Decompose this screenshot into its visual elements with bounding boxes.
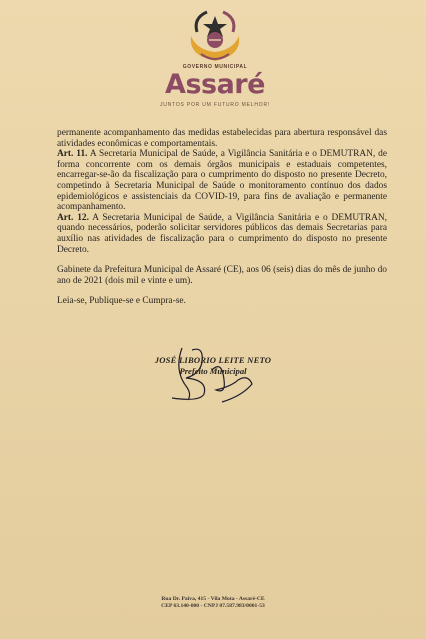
article-12-number: Art. 12. [57,212,89,223]
article-12-text: A Secretaria Municipal de Saúde, a Vigilância Sanitária e o DEMUTRAN, quando necessários, poderão solicitar servidores públicos das demais Secretarias para auxílio nas atividades de fiscalização para o cumprimento do disposto no presente Decreto. [57,212,387,255]
footer-address [110,596,316,611]
logo-motto: JUNTOS POR UM FUTURO MELHOR! [159,102,271,108]
closing-paragraph: Gabinete da Prefeitura Municipal de Assaré (CE), aos 06 (seis) dias do mês de junho do ano de 2021 (dois mil e vinte e um). [57,265,387,286]
footer-cep-cnpj: CEP 63.140-000 - CNPJ 07.587.983/0001-53 [161,603,265,610]
article-11-text: A Secretaria Municipal de Saúde, a Vigilância Sanitária e o DEMUTRAN, de forma concorrente com os demais órgãos municipais e estaduais competentes, encarregar-se-ão da fiscalização para o cumprimento do disposto no presente Decreto, competindo à Secretaria Municipal de Saúde o monitoramento contínuo dos dados epidemiológicos e assistenciais da COVID-19, para fins de avaliação e permanente acompanhamento. [57,149,387,213]
article-12 [57,213,387,255]
signatory-name: JOSÉ LIBORIO LEITE NETO [154,355,272,365]
publish-statement: Leia-se, Publique-se e Cumpra-se. [57,296,186,307]
footer-street: Rua Dr. Paiva, 415 - Vila Mota - Assaré-CE [161,596,265,602]
logo-subtitle: GOVERNO MUNICIPAL [182,64,248,70]
signatory-role: Prefeito Municipal [179,366,247,376]
assare-coat-of-arms-icon [187,6,243,64]
logo-wordmark: Assaré [165,69,265,100]
article-11 [57,149,387,213]
decree-body [57,128,387,307]
article-11-number: Art. 11. [57,149,88,160]
municipal-logo [150,6,280,110]
paragraph-continuation: permanente acompanhamento das medidas estabelecidas para abertura responsável das atividades econômicas e comportamentais. [57,128,387,149]
